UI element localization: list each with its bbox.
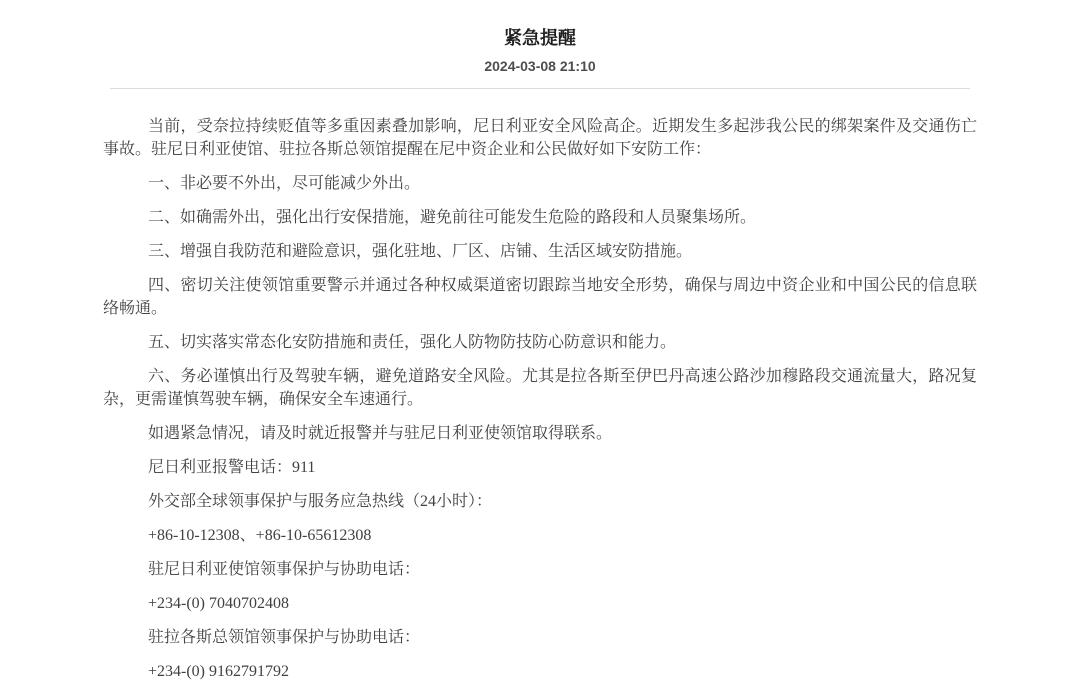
paragraph-item-6: 六、务必谨慎出行及驾驶车辆，避免道路安全风险。尤其是拉各斯至伊巴丹高速公路沙加穆路段交通流量大，路况复杂，更需谨慎驾驶车辆，确保安全车速通行。 [103,368,977,408]
paragraph-item-1: 一、非必要不外出，尽可能减少外出。 [148,175,421,192]
page-title: 紧急提醒 [504,28,576,48]
article-body [103,115,977,683]
paragraph-embassy-phone-label: 驻尼日利亚使馆领事保护与协助电话： [148,561,421,578]
paragraph-item-4: 四、密切关注使领馆重要警示并通过各种权威渠道密切跟踪当地安全形势，确保与周边中资企业和中国公民的信息联络畅通。 [103,277,977,317]
paragraph-item-2: 二、如确需外出，强化出行安保措施，避免前往可能发生危险的路段和人员聚集场所。 [148,209,757,226]
article-date: 2024-03-08 21:10 [484,58,596,74]
paragraph-embassy-phone-number: +234-(0) 7040702408 [148,595,290,612]
paragraph-consulate-phone-label: 驻拉各斯总领馆领事保护与协助电话： [148,629,421,646]
paragraph-consulate-phone-number: +234-(0) 9162791792 [148,663,290,680]
paragraph-intro: 当前，受奈拉持续贬值等多重因素叠加影响，尼日利亚安全风险高企。近期发生多起涉我公民的绑架案件及交通伤亡事故。驻尼日利亚使馆、驻拉各斯总领馆提醒在尼中资企业和公民做好如下安防工作： [103,118,977,158]
paragraph-mfa-hotline-label: 外交部全球领事保护与服务应急热线（24小时）： [148,493,493,510]
paragraph-item-5: 五、切实落实常态化安防措施和责任，强化人防物防技防心防意识和能力。 [148,334,677,351]
paragraph-mfa-hotline-numbers: +86-10-12308、+86-10-65612308 [148,527,372,544]
paragraph-item-3: 三、增强自我防范和避险意识，强化驻地、厂区、店铺、生活区域安防措施。 [148,243,693,260]
paragraph-emergency-advice: 如遇紧急情况，请及时就近报警并与驻尼日利亚使领馆取得联系。 [148,425,613,442]
header-divider [110,88,970,89]
article-header [103,26,977,89]
paragraph-nigeria-police-phone: 尼日利亚报警电话：911 [148,459,316,476]
